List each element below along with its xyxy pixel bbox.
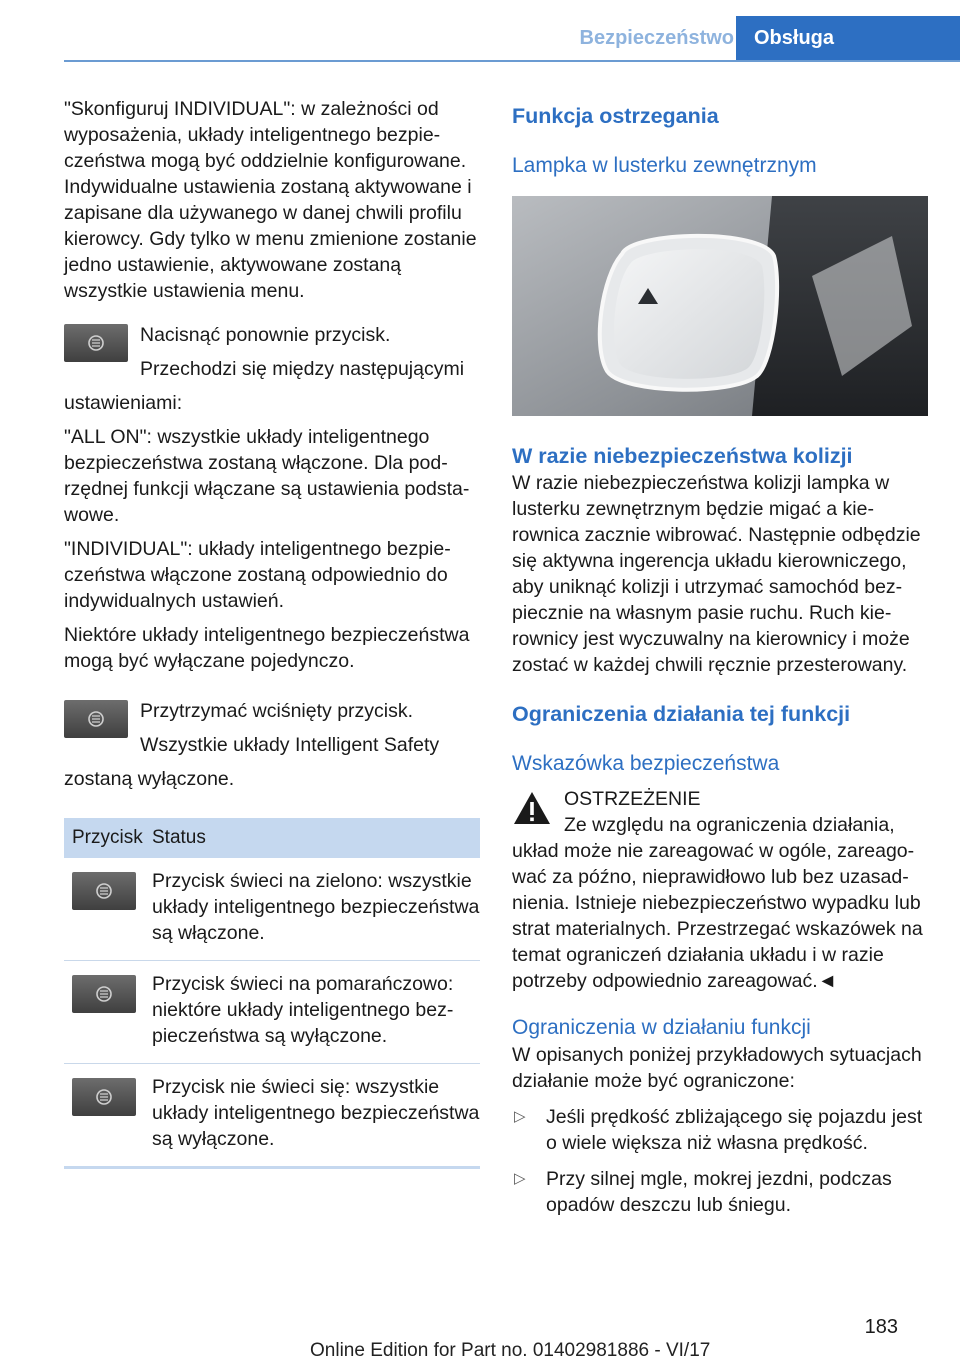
- single-off-paragraph: Niektóre układy inteligentnego bezpieczeństwa mogą być wyłączane pojedynczo.: [64, 624, 470, 672]
- header-rule: [64, 60, 960, 62]
- chapter-tab: Obsługa: [736, 16, 960, 60]
- press-again-text: Nacisnąć ponownie przycisk.: [140, 324, 391, 346]
- collision-paragraph: W razie niebezpieczeństwa kolizji lampka w lusterku zewnętrznym będzie migać a kierownica zacznie wibrować. Następnie odbędzie się aktywna ingerencja układu kierowniczego, aby uniknąć kolizji i utrzymać samochód bezpiecznie na własnym pasie ruchu. Ruch kierownicy jest wyczuwalny na kierownicy i może zostać w każdej chwili ręcznie przesterowany.: [512, 472, 921, 676]
- limits-intro: W opisanych poniżej przykładowych sytuacjach działanie może być ograniczone:: [512, 1044, 922, 1092]
- status-text: Przycisk świeci na zielono: wszystkie układy inteligentnego bezpieczeństwa są włączone.: [152, 870, 480, 944]
- side-mirror-image: [512, 196, 928, 416]
- button-green-icon: [72, 872, 136, 910]
- press-again-block: [64, 322, 482, 416]
- list-item: ▷ Jeśli prędkość zbliżającego się pojazdu jest o wiele większa niż własna prędkość.: [514, 1106, 923, 1154]
- table-header: [64, 818, 480, 858]
- heading-warning-function: Funkcja ostrzegania: [512, 104, 719, 128]
- heading-safety-note: Wskazówka bezpieczeństwa: [512, 752, 780, 775]
- table-row: [64, 961, 480, 1064]
- warning-title: OSTRZEŻENIE: [564, 788, 701, 810]
- col-header-status: Status: [152, 827, 206, 848]
- button-off-icon: [72, 1078, 136, 1116]
- page-header: [64, 0, 960, 62]
- bullet-triangle-icon: ▷: [514, 1170, 526, 1187]
- bullet-triangle-icon: ▷: [514, 1108, 526, 1125]
- button-status-table: [64, 818, 480, 1169]
- table-row: [64, 858, 480, 961]
- heading-limits2: Ograniczenia w działaniu funkcji: [512, 1016, 811, 1039]
- table-row: [64, 1064, 480, 1169]
- intelligent-safety-button-icon: [64, 324, 128, 362]
- hold-block: [64, 698, 482, 792]
- warning-line1: Ze względu na ograniczenia działania,: [564, 814, 895, 836]
- section-tab: Bezpieczeństwo: [579, 27, 734, 49]
- all-on-paragraph: "ALL ON": wszystkie układy inteligentnego bezpieczeństwa zostaną włączone. Dla podrzędnej funkcji włączane są ustawienia podstawowe.: [64, 426, 470, 526]
- heading-collision: W razie niebezpieczeństwa kolizji: [512, 444, 853, 468]
- status-text: Przycisk nie świeci się: wszystkie układy inteligentnego bezpieczeństwa są wyłączone.: [152, 1076, 480, 1150]
- status-text: Przycisk świeci na pomarańczowo: niektóre układy inteligentnego bezpieczeństwa są wyłączone.: [152, 973, 454, 1047]
- warning-text: układ może nie zareagować w ogóle, zareagować za późno, nieprawidłowo lub bez uzasadnienia. Istnieje niebezpieczeństwo wypadku lub strat materialnych. Przestrzegać wskazówek na temat ograniczeń działania układu i w razie potrzeby odpowiednio zareagować.◄: [512, 840, 923, 992]
- page-number: 183: [864, 1316, 898, 1338]
- cycles-text-a: Przechodzi się między następującymi: [140, 358, 465, 380]
- intro-paragraph: "Skonfiguruj INDIVIDUAL": w zależności od wyposażenia, układy inteligentnego bezpieczeństwa mogą być oddzielnie konfigurowane. Indywidualne ustawienia zostaną aktywowane i zapisane dla używanego w danej chwili profilu kierowcy. Gdy tylko w menu zmienione zostanie jedno ustawienie, aktywowane zostaną wszystkie ustawienia menu.: [64, 98, 477, 302]
- individual-paragraph: "INDIVIDUAL": układy inteligentnego bezpieczeństwa włączone zostaną odpowiednio do indywidualnych ustawień.: [64, 538, 451, 612]
- col-header-button: Przycisk: [72, 827, 143, 848]
- left-column: [64, 96, 482, 1169]
- heading-limits: Ograniczenia działania tej funkcji: [512, 702, 851, 726]
- button-orange-icon: [72, 975, 136, 1013]
- intelligent-safety-button-icon: [64, 700, 128, 738]
- all-off-text-a: Wszystkie układy Intelligent Safety: [140, 734, 440, 756]
- hold-text: Przytrzymać wciśnięty przycisk.: [140, 700, 414, 722]
- warning-block: [512, 786, 932, 994]
- right-column: [512, 96, 932, 1218]
- warning-triangle-icon: [512, 790, 552, 826]
- all-off-text-b: zostaną wyłączone.: [64, 768, 235, 790]
- edition-footer: Online Edition for Part no. 01402981886 - VI/17: [310, 1340, 711, 1361]
- list-item: ▷ Przy silnej mgle, mokrej jezdni, podczas opadów deszczu lub śniegu.: [514, 1168, 892, 1216]
- cycles-text-b: ustawieniami:: [64, 392, 183, 414]
- heading-mirror-lamp: Lampka w lusterku zewnętrznym: [512, 154, 817, 177]
